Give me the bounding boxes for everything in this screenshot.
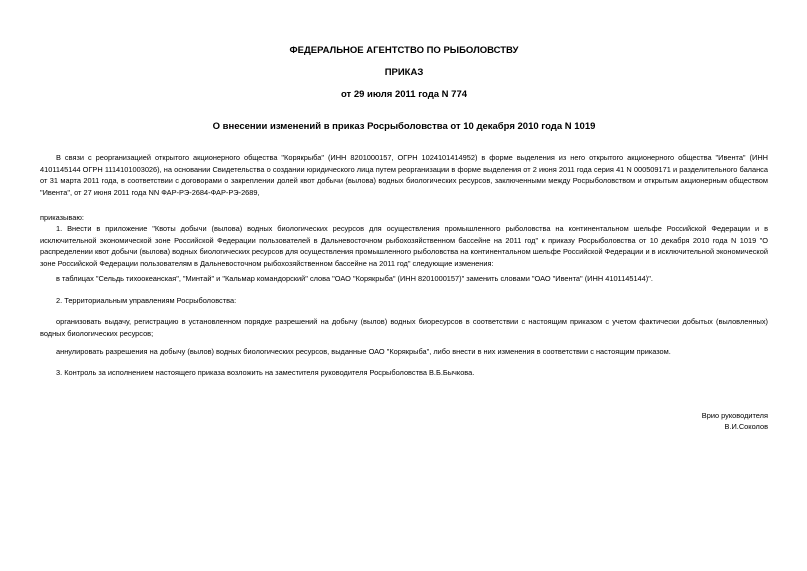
- item-3-paragraph: 3. Контроль за исполнением настоящего приказа возложить на заместителя руководителя Росрыболовства В.Б.Бычкова.: [56, 368, 475, 377]
- order-word: приказываю:: [40, 213, 84, 222]
- item-2-b-paragraph: аннулировать разрешения на добычу (вылов) водных биологических ресурсов, выданные ОАО "Корякрыба", либо внести в них изменения в соответствии с настоящим приказом.: [56, 347, 671, 356]
- document-type: ПРИКАЗ: [384, 67, 424, 78]
- signature-title: Врио руководителя: [701, 411, 768, 420]
- document-date-number: от 29 июля 2011 года N 774: [340, 89, 468, 100]
- preamble-paragraph: В связи с реорганизацией открытого акционерного общества "Корякрыба" (ИНН 8201000157, ОГРН 1024101414952) в форме выделения из него открытого акционерного общества "Ивента" (ИНН 4101145144 ОГРН 1114101003026), на основании Свидетельства о создании юридического лица путем реорганизации в форме выделения от 2 июня 2011 года серия 41 N 000509171 и разделительного баланса от 31 марта 2011 года, в соответствии с договорами о закреплении долей квот добычи (вылова) водных биологических ресурсов, заключенными между Росрыболовством и открытым акционерным обществом "Ивента", от 27 июня 2011 года NN ФАР-РЭ-2684-ФАР-РЭ-2689,: [40, 153, 768, 197]
- agency-name: ФЕДЕРАЛЬНОЕ АГЕНТСТВО ПО РЫБОЛОВСТВУ: [289, 45, 519, 56]
- item-1-paragraph: 1. Внести в приложение "Квоты добычи (вылова) водных биологических ресурсов для осуществления промышленного рыболовства на континентальном шельфе Российской Федерации и в исключительной экономической зоне Российской Федерации пользователей в Дальневосточном рыбохозяйственном бассейне на 2011 год" к приказу Росрыболовства от 10 декабря 2010 года N 1019 "О распределении квот добычи (вылова) водных биологических ресурсов для осуществления промышленного рыболовства на континентальном шельфе Российской Федерации и в исключительной экономической зоне Российской Федерации пользователям в Дальневосточном рыбохозяйственном бассейне на 2011 год" следующие изменения:: [40, 224, 768, 268]
- item-2-paragraph: 2. Территориальным управлениям Росрыболовства:: [56, 296, 237, 305]
- item-1-subparagraph: в таблицах "Сельдь тихоокеанская", "Минтай" и "Кальмар командорский" слова "ОАО "Корякрыба" (ИНН 8201000157)" заменить словами "ОАО "Ивента" (ИНН 4101145144)".: [56, 274, 653, 283]
- document-page: [40, 0, 768, 571]
- item-2-a-paragraph: организовать выдачу, регистрацию в установленном порядке разрешений на добычу (вылов) водных биоресурсов в соответствии с настоящим приказом с учетом фактически добытых (выловленных) водных биологических ресурсов;: [40, 317, 768, 338]
- document-title: О внесении изменений в приказ Росрыболовства от 10 декабря 2010 года N 1019: [212, 121, 596, 132]
- signature-name: В.И.Соколов: [724, 422, 768, 431]
